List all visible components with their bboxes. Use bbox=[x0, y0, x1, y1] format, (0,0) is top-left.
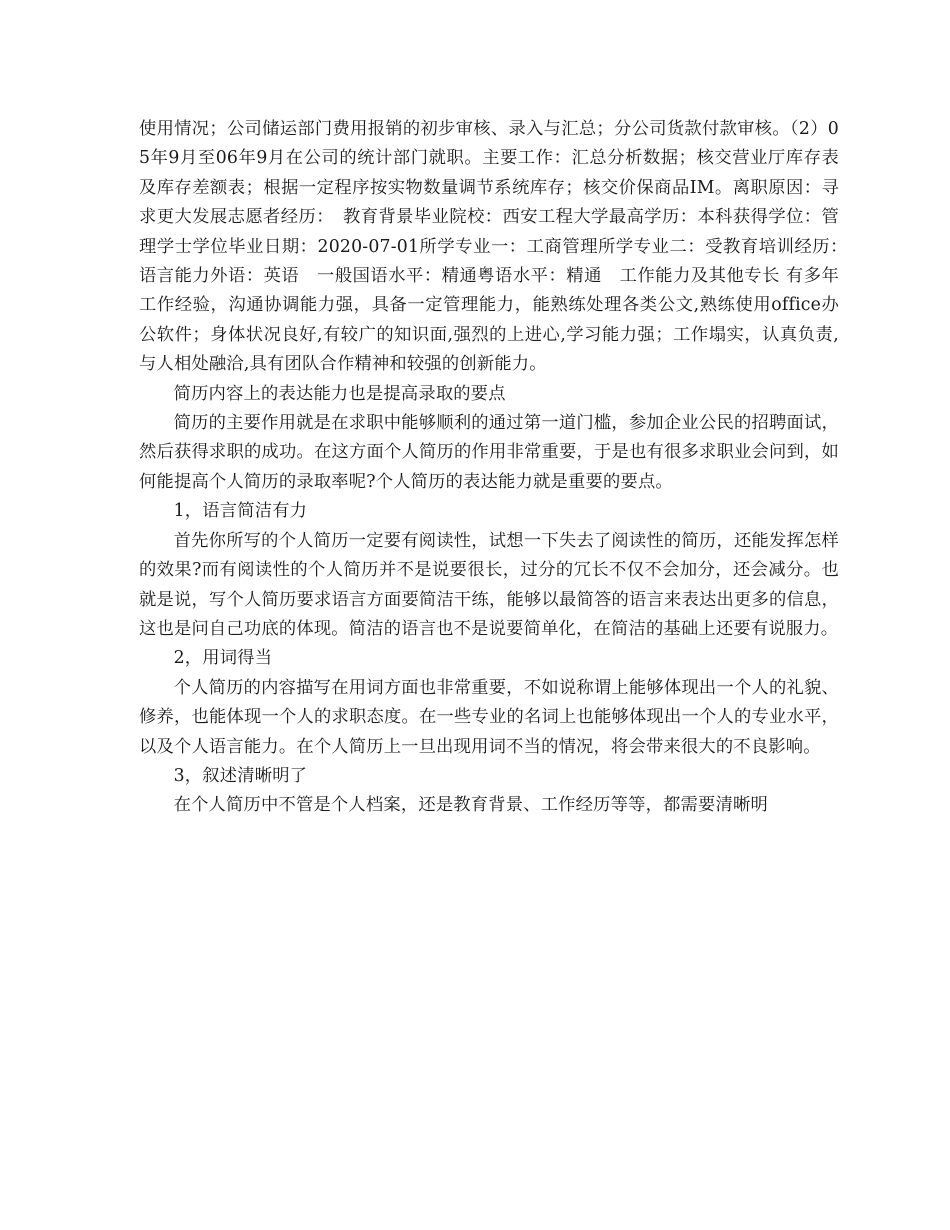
paragraph-wording-body: 个人简历的内容描写在用词方面也非常重要，不如说称谓上能够体现出一个人的礼貌、修养，也能体现一个人的求职态度。在一些专业的名词上也能够体现出一个人的专业水平，以及个人语言能力。在个人简历上一旦出现用词不当的情况，将会带来很大的不良影响。 bbox=[139, 677, 839, 757]
document-body bbox=[139, 115, 857, 821]
paragraph-heading-wording: 2，用词得当 bbox=[173, 648, 273, 669]
paragraph-clarity-body: 在个人简历中不管是个人档案，还是教育背景、工作经历等等，都需要清晰明 bbox=[173, 795, 768, 816]
paragraph-heading-expression: 简历内容上的表达能力也是提高录取的要点 bbox=[173, 383, 506, 404]
paragraph-resume-purpose: 简历的主要作用就是在求职中能够顺利的通过第一道门槛，参加企业公民的招聘面试，然后获得求职的成功。在这方面个人简历的作用非常重要，于是也有很多求职业会问到，如何能提高个人简历的录取率呢?个人简历的表达能力就是重要的要点。 bbox=[139, 413, 839, 492]
paragraph-heading-concise: 1，语言简洁有力 bbox=[173, 501, 308, 522]
paragraph-concise-body: 首先你所写的个人简历一定要有阅读性，试想一下失去了阅读性的简历，还能发挥怎样的效果?而有阅读性的个人简历并不是说要很长，过分的冗长不仅不会加分，还会减分。也就是说，写个人简历要求语言方面要简洁干练，能够以最简答的语言来表达出更多的信息，这也是问自己功底的体现。简洁的语言也不是说要简单化，在简洁的基础上还要有说服力。 bbox=[139, 530, 839, 639]
paragraph-heading-clarity: 3，叙述清晰明了 bbox=[173, 765, 308, 786]
paragraph-work-history: 使用情况；公司储运部门费用报销的初步审核、录入与汇总；分公司货款付款审核。（2）05年9月至06年9月在公司的统计部门就职。主要工作：汇总分析数据；核交营业厅库存表及库存差额表；根据一定程序按实物数量调节系统库存；核交价保商品IM。离职原因：寻求更大发展志愿者经历： 教育背景毕业院校：西安工程大学最高学历：本科获得学位：管理学士学位毕业日期：2020-07-01所学专业一：工商管理所学专业二：受教育培训经历： 语言能力外语：英语 一般国语水平：精通粤语水平：精通 工作能力及其他专长 有多年工作经验，沟通协调能力强，具备一定管理能力，能熟练处理各类公文,熟练使用office办公软件；身体状况良好,有较广的知识面,强烈的上进心,学习能力强；工作塌实，认真负责,与人相处融洽,具有团队合作精神和较强的创新能力。 bbox=[139, 119, 857, 375]
